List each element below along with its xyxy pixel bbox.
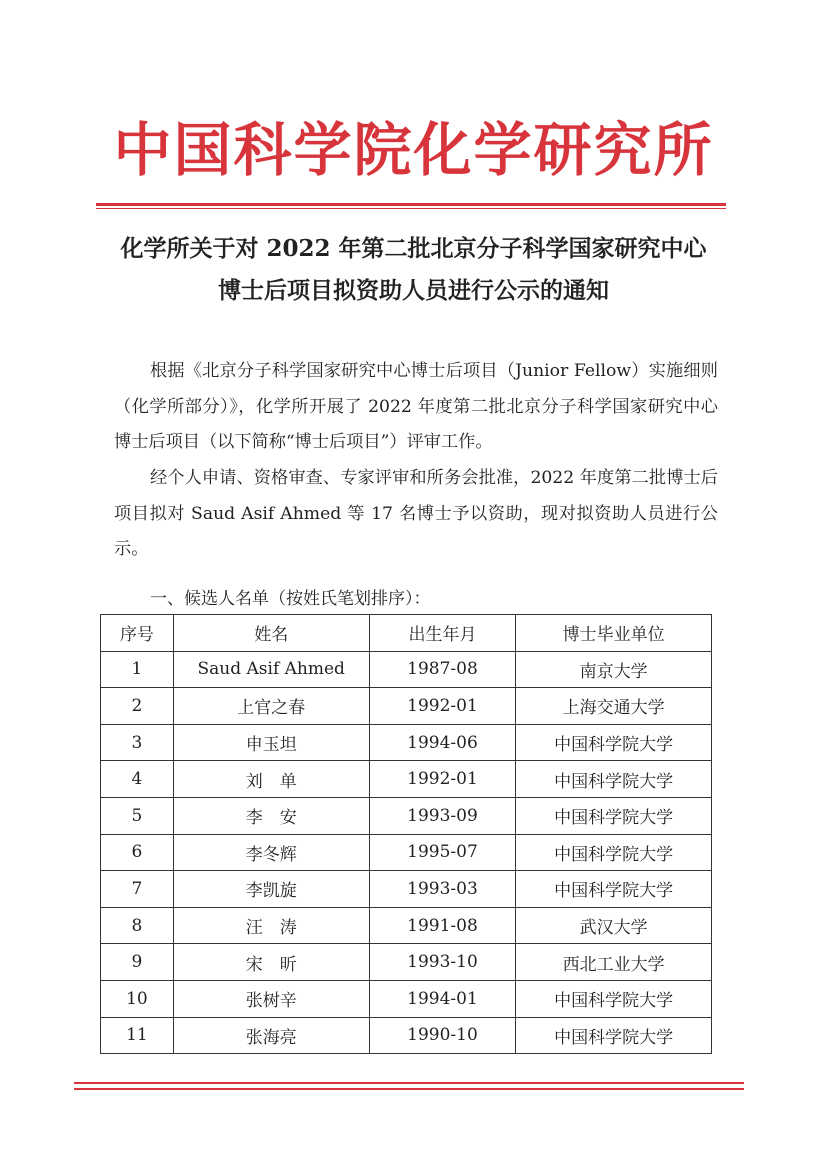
table-header-row — [101, 615, 712, 652]
candidate-table — [100, 614, 712, 1054]
cell-name: 张树辛 — [173, 980, 369, 1017]
cell-birth: 1994-01 — [369, 980, 516, 1017]
body-paragraph-1: 根据《北京分子科学国家研究中心博士后项目（Junior Fellow）实施细则（化学所部分）》，化学所开展了 2022 年度第二批北京分子科学国家研究中心博士后项目（以下简称“博士后项目”）评审工作。 — [114, 361, 718, 452]
column-header-school: 博士毕业单位 — [516, 615, 712, 652]
table-row — [101, 907, 712, 944]
cell-name: Saud Asif Ahmed — [173, 651, 369, 688]
notice-title-line-1: 化学所关于对 2022 年第二批北京分子科学国家研究中心 — [120, 235, 707, 262]
cell-school: 中国科学院大学 — [516, 871, 712, 908]
table-row — [101, 688, 712, 725]
cell-name: 宋 昕 — [173, 944, 369, 981]
cell-school: 中国科学院大学 — [516, 834, 712, 871]
table-row — [101, 944, 712, 981]
cell-number: 11 — [101, 1017, 174, 1054]
cell-school: 南京大学 — [516, 651, 712, 688]
letterhead-rule-thick — [96, 203, 726, 206]
cell-name: 申玉坦 — [173, 724, 369, 761]
cell-birth: 1993-10 — [369, 944, 516, 981]
cell-birth: 1993-09 — [369, 797, 516, 834]
table-row — [101, 871, 712, 908]
cell-birth: 1994-06 — [369, 724, 516, 761]
cell-number: 6 — [101, 834, 174, 871]
cell-birth: 1990-10 — [369, 1017, 516, 1054]
cell-birth: 1995-07 — [369, 834, 516, 871]
cell-school: 中国科学院大学 — [516, 724, 712, 761]
cell-school: 武汉大学 — [516, 907, 712, 944]
cell-birth: 1987-08 — [369, 651, 516, 688]
cell-school: 上海交通大学 — [516, 688, 712, 725]
table-row — [101, 797, 712, 834]
cell-name: 刘 单 — [173, 761, 369, 798]
table-row — [101, 651, 712, 688]
footer-rule-bottom — [74, 1088, 744, 1090]
cell-number: 1 — [101, 651, 174, 688]
cell-name: 汪 涛 — [173, 907, 369, 944]
cell-name: 上官之春 — [173, 688, 369, 725]
cell-birth: 1993-03 — [369, 871, 516, 908]
cell-number: 5 — [101, 797, 174, 834]
letterhead-rule-thin — [96, 208, 726, 209]
table-row — [101, 1017, 712, 1054]
cell-number: 4 — [101, 761, 174, 798]
cell-name: 李凯旋 — [173, 871, 369, 908]
cell-school: 西北工业大学 — [516, 944, 712, 981]
cell-number: 7 — [101, 871, 174, 908]
body-paragraph-2: 经个人申请、资格审查、专家评审和所务会批准，2022 年度第二批博士后项目拟对 Saud Asif Ahmed 等 17 名博士予以资助，现对拟资助人员进行公示。 — [114, 468, 718, 559]
column-header-number: 序号 — [101, 615, 174, 652]
column-header-birth: 出生年月 — [369, 615, 516, 652]
cell-name: 李 安 — [173, 797, 369, 834]
cell-number: 3 — [101, 724, 174, 761]
footer-rule-top — [74, 1082, 744, 1084]
cell-school: 中国科学院大学 — [516, 1017, 712, 1054]
cell-number: 9 — [101, 944, 174, 981]
cell-birth: 1992-01 — [369, 688, 516, 725]
cell-number: 10 — [101, 980, 174, 1017]
cell-birth: 1991-08 — [369, 907, 516, 944]
table-row — [101, 834, 712, 871]
column-header-name: 姓名 — [173, 615, 369, 652]
table-row — [101, 980, 712, 1017]
table-row — [101, 724, 712, 761]
cell-name: 张海亮 — [173, 1017, 369, 1054]
cell-number: 8 — [101, 907, 174, 944]
cell-school: 中国科学院大学 — [516, 980, 712, 1017]
cell-number: 2 — [101, 688, 174, 725]
institute-letterhead-title: 中国科学院化学研究所 — [113, 116, 714, 184]
cell-school: 中国科学院大学 — [516, 761, 712, 798]
cell-school: 中国科学院大学 — [516, 797, 712, 834]
table-row — [101, 761, 712, 798]
cell-name: 李冬辉 — [173, 834, 369, 871]
candidate-list-heading: 一、候选人名单（按姓氏笔划排序）： — [150, 589, 431, 609]
cell-birth: 1992-01 — [369, 761, 516, 798]
notice-title-line-2: 博士后项目拟资助人员进行公示的通知 — [218, 277, 609, 304]
